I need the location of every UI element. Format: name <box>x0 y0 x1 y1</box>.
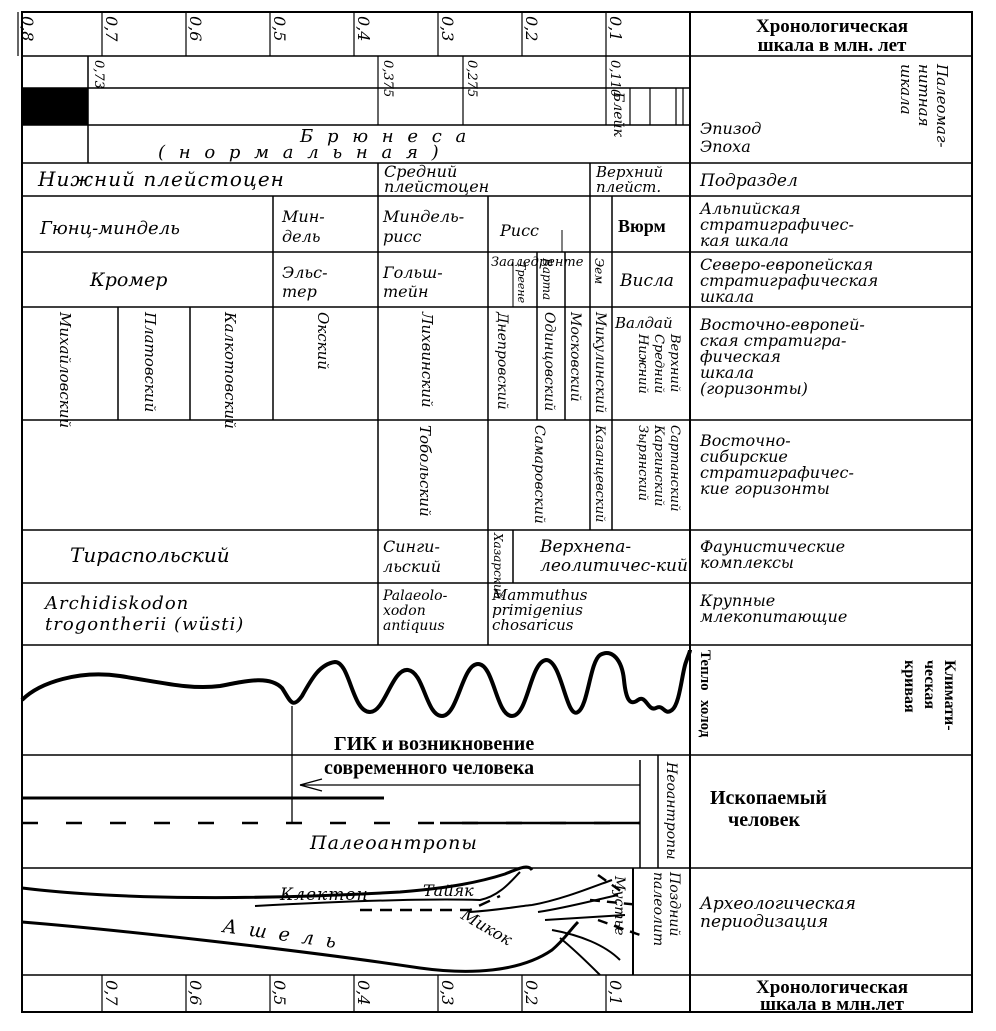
mammals-row <box>43 583 847 645</box>
arch-mikok: Микок <box>458 905 516 950</box>
fauna-label-2: комплексы <box>700 553 794 572</box>
ee-likhvin: Лихвинский <box>418 312 436 408</box>
sib-label-3: стратиграфичес- <box>700 463 854 482</box>
alpine-riss: Рисс <box>500 221 539 240</box>
paleoanthropes-label: Палеоантропы <box>310 832 478 854</box>
nw-cromer: Кромер <box>90 269 168 291</box>
gik-text-line2: современного человека <box>324 757 535 779</box>
climate-curve <box>22 650 690 716</box>
human-row <box>22 733 827 868</box>
ee-moscow: Московский <box>567 312 583 402</box>
alpine-mindel-riss-2: рисс <box>383 227 422 246</box>
bottom-scale-title-line2: шкала в млн.лет <box>759 994 905 1015</box>
nw-elster-2: тер <box>282 282 317 301</box>
top-scale-ticks <box>18 12 625 56</box>
bottom-scale-ticks <box>102 975 625 1012</box>
archaeo-row <box>22 867 640 975</box>
archaeo-labels <box>219 871 856 953</box>
subdivision-upper: Верхний <box>596 163 664 181</box>
reverse-polarity-block <box>22 88 88 125</box>
ee-valday-upper: Верхний <box>667 334 682 393</box>
nw-elster: Эльс- <box>282 263 328 282</box>
ee-dnieper: Днепровский <box>494 312 510 410</box>
subdivision-label: Подраздел <box>700 171 798 191</box>
top-ticks-label-7: 0,1 <box>606 16 625 42</box>
climate-cold: холод <box>697 700 713 738</box>
paleomag-mark-0110: 0,110 <box>607 60 622 98</box>
nw-holstein-2: тейн <box>383 282 429 301</box>
epoch-brunhes-line1: Б р ю н е с а <box>300 126 471 147</box>
top-scale <box>18 12 908 56</box>
arch-late-paleo-2: палеолит <box>650 872 666 947</box>
paleomag-mark-073: 0,73 <box>91 60 106 89</box>
sib-zyryan: Зырянский <box>635 425 650 501</box>
human-label: Ископаемый <box>710 787 827 809</box>
mammal-palaeoloxodon-3: antiquus <box>383 618 445 634</box>
paleomag-mark-0375: 0,375 <box>380 60 395 98</box>
fauna-upper-paleo-2: леолитичес-кий <box>540 556 688 576</box>
mammal-archidiskodon-2: trogontherii (wüsti) <box>45 614 245 635</box>
ee-label: Восточно-европей- <box>700 315 865 334</box>
alpine-label: Альпийская <box>700 199 801 218</box>
bottom-scale <box>102 975 908 1015</box>
bottom-ticks-label-4: 0,3 <box>438 980 457 1006</box>
alpine-mindel-2: дель <box>282 227 321 246</box>
sib-samarovo: Самаровский <box>531 425 547 524</box>
siberia-row <box>378 420 854 530</box>
bottom-ticks-label-0: 0,7 <box>102 980 121 1006</box>
top-ticks-label-1: 0,7 <box>102 16 121 42</box>
fauna-upper-paleo: Верхнепа- <box>540 537 632 557</box>
fauna-row <box>70 530 845 599</box>
ee-label-3: фическая <box>700 347 781 366</box>
mammal-palaeoloxodon-2: xodon <box>383 603 426 619</box>
ee-mikhailov: Михайловский <box>56 312 74 429</box>
top-ticks-label-2: 0,6 <box>186 16 205 42</box>
top-ticks-label-0: 0,8 <box>18 16 37 42</box>
ee-valday: Валдай <box>615 314 673 332</box>
ee-label-4: шкала <box>700 363 754 382</box>
nw-eem: Эем <box>592 258 606 285</box>
sib-label-2: сибирские <box>700 447 788 466</box>
fauna-tiraspol: Тираспольский <box>70 543 230 567</box>
epoch-brunhes-line2: ( н о р м а л ь н а я ) <box>158 142 443 163</box>
alpine-mindel-riss: Миндель- <box>383 207 465 226</box>
subdivision-middle-2: плейстоцен <box>384 177 490 196</box>
bottom-ticks-label-5: 0,2 <box>522 980 541 1006</box>
subdivision-lower: Нижний плейстоцен <box>38 167 285 191</box>
paleomag-label-3: шкала <box>897 64 915 115</box>
top-ticks-label-5: 0,3 <box>438 16 457 42</box>
mammal-mammuthus: Mammuthus <box>492 586 588 604</box>
bottom-ticks-label-1: 0,6 <box>186 980 205 1006</box>
paleomag-label-2: нитная <box>915 64 933 127</box>
nw-label: Северо-европейская <box>700 255 874 274</box>
nw-treene: Треене <box>515 262 528 304</box>
arch-acheul: А ш е л ь <box>221 915 341 954</box>
arch-clacton: Клектон <box>280 885 369 905</box>
mammals-label: Крупные <box>700 591 776 610</box>
mammals-label-2: млекопитающие <box>700 607 848 626</box>
arch-tayak: Тайяк <box>423 881 474 900</box>
ee-valday-middle: Средний <box>651 334 666 394</box>
climate-label-3: кривая <box>901 660 918 713</box>
ee-kalkot: Калкотовский <box>221 312 239 429</box>
paleomag-section <box>22 56 951 163</box>
arch-late-paleo: Поздний <box>666 872 682 937</box>
ee-odintsovo: Одинцовский <box>541 312 557 412</box>
bottom-scale-title-line1: Хронологическая <box>756 977 908 998</box>
mammal-palaeoloxodon: Palaeolo- <box>383 588 448 604</box>
nw-label-2: стратиграфическая <box>700 271 879 290</box>
human-label-2: человек <box>728 809 801 831</box>
climate-warm: Тепло <box>697 650 713 691</box>
top-ticks-label-3: 0,5 <box>270 16 289 42</box>
subdivision-middle: Средний <box>384 162 458 181</box>
nw-warthe: Варта <box>540 258 554 301</box>
sib-kargin: Каргинский <box>651 425 666 507</box>
ee-mikulino: Микулинский <box>592 312 608 414</box>
fauna-singil: Синги- <box>383 537 440 556</box>
fauna-singil-2: льский <box>383 557 442 576</box>
ee-label-5: (горизонты) <box>700 379 808 398</box>
alpine-wurm: Вюрм <box>618 216 666 236</box>
subdivision-upper-2: плейст. <box>596 178 662 196</box>
nw-holstein: Гольш- <box>383 263 443 282</box>
nw-saale: Зааледренте <box>491 255 584 270</box>
arch-mousterian: Мустье <box>611 876 627 936</box>
alpine-label-2: стратиграфичес- <box>700 215 854 234</box>
fauna-khazar: Хазарский <box>491 533 505 600</box>
sib-sartan: Сартанский <box>667 425 682 512</box>
archaeo-label-2: периодизация <box>700 912 829 932</box>
gik-text-line1: ГИК и возникновение <box>334 733 535 755</box>
fauna-label: Фаунистические <box>700 537 846 556</box>
sib-label: Восточно- <box>700 431 791 450</box>
nw-vistula: Висла <box>620 271 674 291</box>
ee-oka: Окский <box>314 312 332 370</box>
ee-label-2: ская стратигра- <box>700 331 847 350</box>
paleomag-label: Палеомаг- <box>933 64 951 148</box>
sib-tobolsk: Тобольский <box>416 425 434 517</box>
alpine-mindel: Мин- <box>282 207 325 226</box>
epoch-label: Эпоха <box>700 137 751 156</box>
ee-platov: Платовский <box>141 312 159 413</box>
sib-label-4: кие горизонты <box>700 479 830 498</box>
top-ticks-label-6: 0,2 <box>522 16 541 42</box>
neoanthropes-label: Неоантропы <box>663 762 679 860</box>
nw-europe-row <box>89 252 878 307</box>
top-ticks-label-4: 0,4 <box>354 16 373 42</box>
nw-label-3: шкала <box>700 287 754 306</box>
top-scale-title-line1: Хронологическая <box>756 16 908 37</box>
top-scale-title-line2: шкала в млн. лет <box>757 35 907 56</box>
paleomag-mark-0275: 0,275 <box>464 60 479 98</box>
episode-label: Эпизод <box>700 119 762 138</box>
climate-label-2: ческая <box>921 660 938 710</box>
mammal-archidiskodon: Archidiskodon <box>45 593 190 614</box>
bottom-ticks-label-3: 0,4 <box>354 980 373 1006</box>
mammal-mammuthus-2: primigenius <box>492 601 583 619</box>
sib-kazantsevo: Казанцевский <box>592 425 607 523</box>
ee-valday-lower: Нижний <box>635 334 650 394</box>
alpine-label-3: кая шкала <box>700 231 789 250</box>
archaeo-label: Археологическая <box>700 894 856 914</box>
climate-label: Климати- <box>941 660 958 731</box>
episode-blake: Блейк <box>610 92 626 137</box>
bottom-ticks-label-6: 0,1 <box>606 980 625 1006</box>
bottom-ticks-label-2: 0,5 <box>270 980 289 1006</box>
alpine-gunz-mindel: Гюнц-миндель <box>40 218 180 239</box>
east-europe-row <box>56 307 865 429</box>
mammal-mammuthus-3: chosaricus <box>492 616 574 634</box>
